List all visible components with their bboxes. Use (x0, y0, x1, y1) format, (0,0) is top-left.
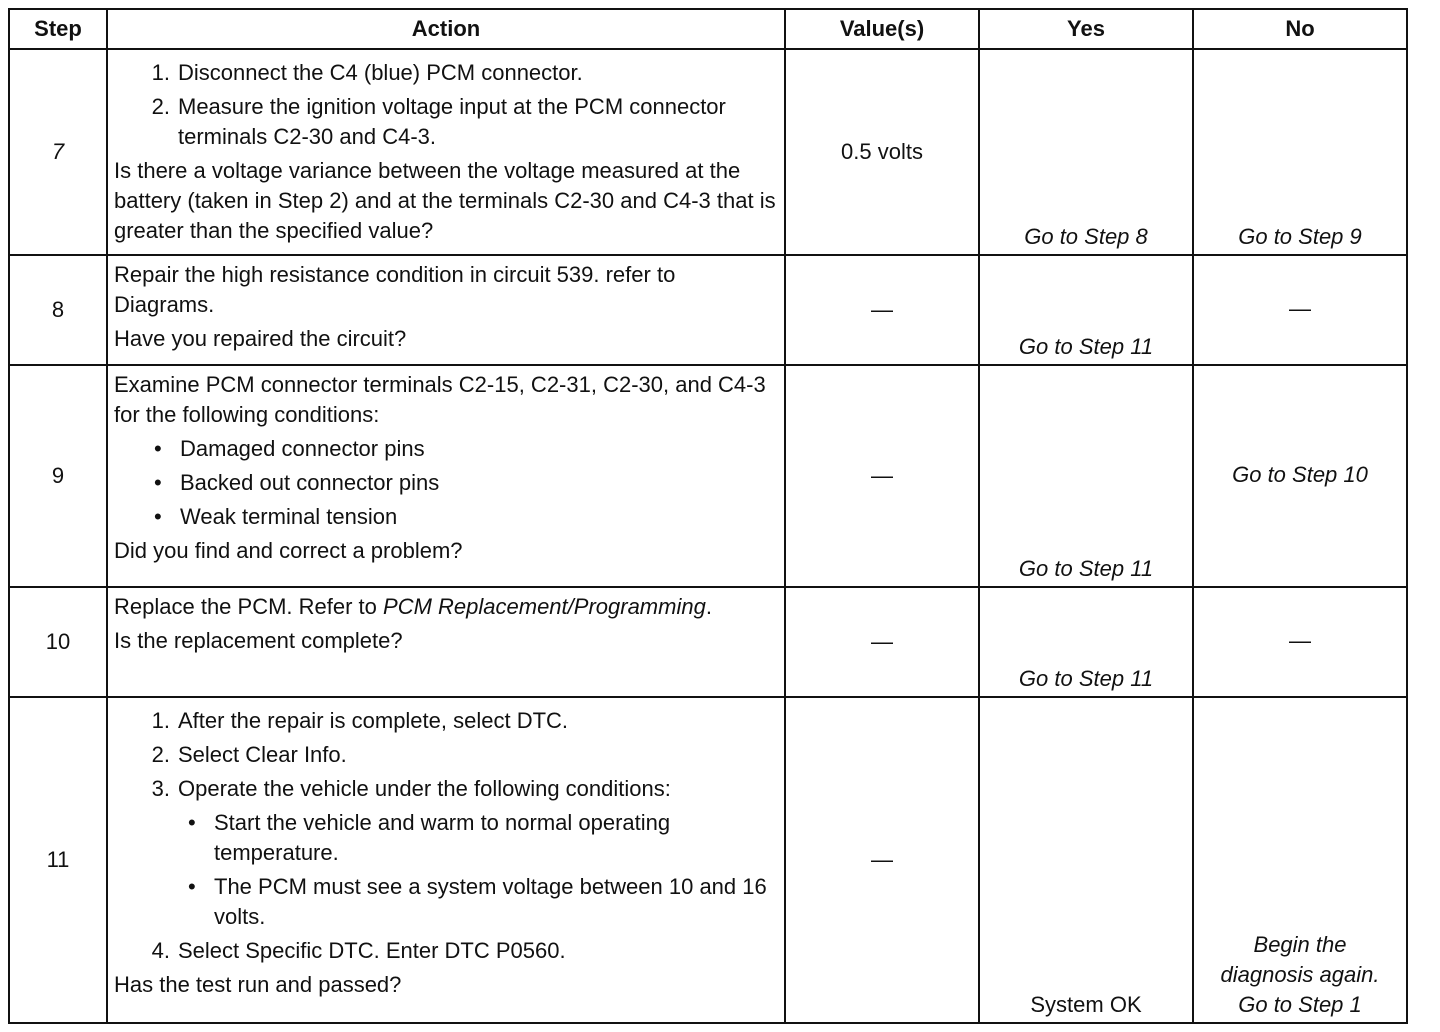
diagnostic-table (8, 8, 1408, 1024)
no-cell: Go to Step 9 (1193, 49, 1407, 255)
yes-cell: Go to Step 11 (979, 255, 1193, 365)
list-item: • Backed out connector pins (154, 470, 440, 495)
table-row (9, 49, 1407, 255)
action-cell (107, 49, 785, 255)
yes-cell: System OK (979, 697, 1193, 1023)
header-action: Action (107, 9, 785, 49)
table-row (9, 697, 1407, 1023)
action-cell (107, 365, 785, 587)
list-item: • Start the vehicle and warm to normal operating temperature. (188, 810, 671, 865)
table-row (9, 365, 1407, 587)
yes-cell: Go to Step 11 (979, 365, 1193, 587)
no-cell: — (1193, 587, 1407, 697)
action-question: Has the test run and passed? (114, 972, 402, 997)
no-cell: — (1193, 255, 1407, 365)
doc-reference: PCM Replacement/Programming (383, 594, 706, 619)
action-question: Is there a voltage variance between the voltage measured at the battery (taken in Step 2) and at the terminals C2-30 and C4-3 that is greater than the specified value? (114, 158, 776, 243)
list-item: 1. Disconnect the C4 (blue) PCM connector. (151, 60, 583, 85)
list-item: 1. After the repair is complete, select DTC. (151, 708, 569, 733)
list-item: 2. Select Clear Info. (151, 742, 347, 767)
yes-cell: Go to Step 8 (979, 49, 1193, 255)
value-cell: — (785, 697, 979, 1023)
step-number: 11 (9, 697, 107, 1023)
action-text: Examine PCM connector terminals C2-15, C2-31, C2-30, and C4-3 for the following conditions: (114, 372, 766, 427)
no-cell: Go to Step 10 (1193, 365, 1407, 587)
list-item: 3. Operate the vehicle under the following conditions: (151, 776, 671, 801)
header-values: Value(s) (785, 9, 979, 49)
action-question: Is the replacement complete? (114, 628, 403, 653)
value-cell: — (785, 255, 979, 365)
action-question: Did you find and correct a problem? (114, 538, 463, 563)
value-cell: — (785, 365, 979, 587)
list-item: 2. Measure the ignition voltage input at the PCM connector terminals C2-30 and C4-3. (151, 94, 726, 149)
action-cell (107, 587, 785, 697)
action-question: Have you repaired the circuit? (114, 326, 407, 351)
list-item: 4. Select Specific DTC. Enter DTC P0560. (151, 938, 566, 963)
header-step: Step (9, 9, 107, 49)
action-text: Replace the PCM. Refer to PCM Replacement/Programming. (114, 594, 712, 619)
table-row (9, 255, 1407, 365)
list-item: • The PCM must see a system voltage between 10 and 16 volts. (188, 874, 767, 929)
table-row (9, 587, 1407, 697)
step-number: 9 (9, 365, 107, 587)
header-row (9, 9, 1407, 49)
value-cell: — (785, 587, 979, 697)
value-cell: 0.5 volts (785, 49, 979, 255)
header-no: No (1193, 9, 1407, 49)
step-number: 7 (9, 49, 107, 255)
list-item: • Damaged connector pins (154, 436, 425, 461)
action-text: Repair the high resistance condition in circuit 539. refer to Diagrams. (114, 262, 676, 317)
step-number: 10 (9, 587, 107, 697)
step-number: 8 (9, 255, 107, 365)
action-cell (107, 697, 785, 1023)
header-yes: Yes (979, 9, 1193, 49)
yes-cell: Go to Step 11 (979, 587, 1193, 697)
action-cell (107, 255, 785, 365)
no-cell: Begin the diagnosis again. Go to Step 1 (1193, 697, 1407, 1023)
list-item: • Weak terminal tension (154, 504, 398, 529)
